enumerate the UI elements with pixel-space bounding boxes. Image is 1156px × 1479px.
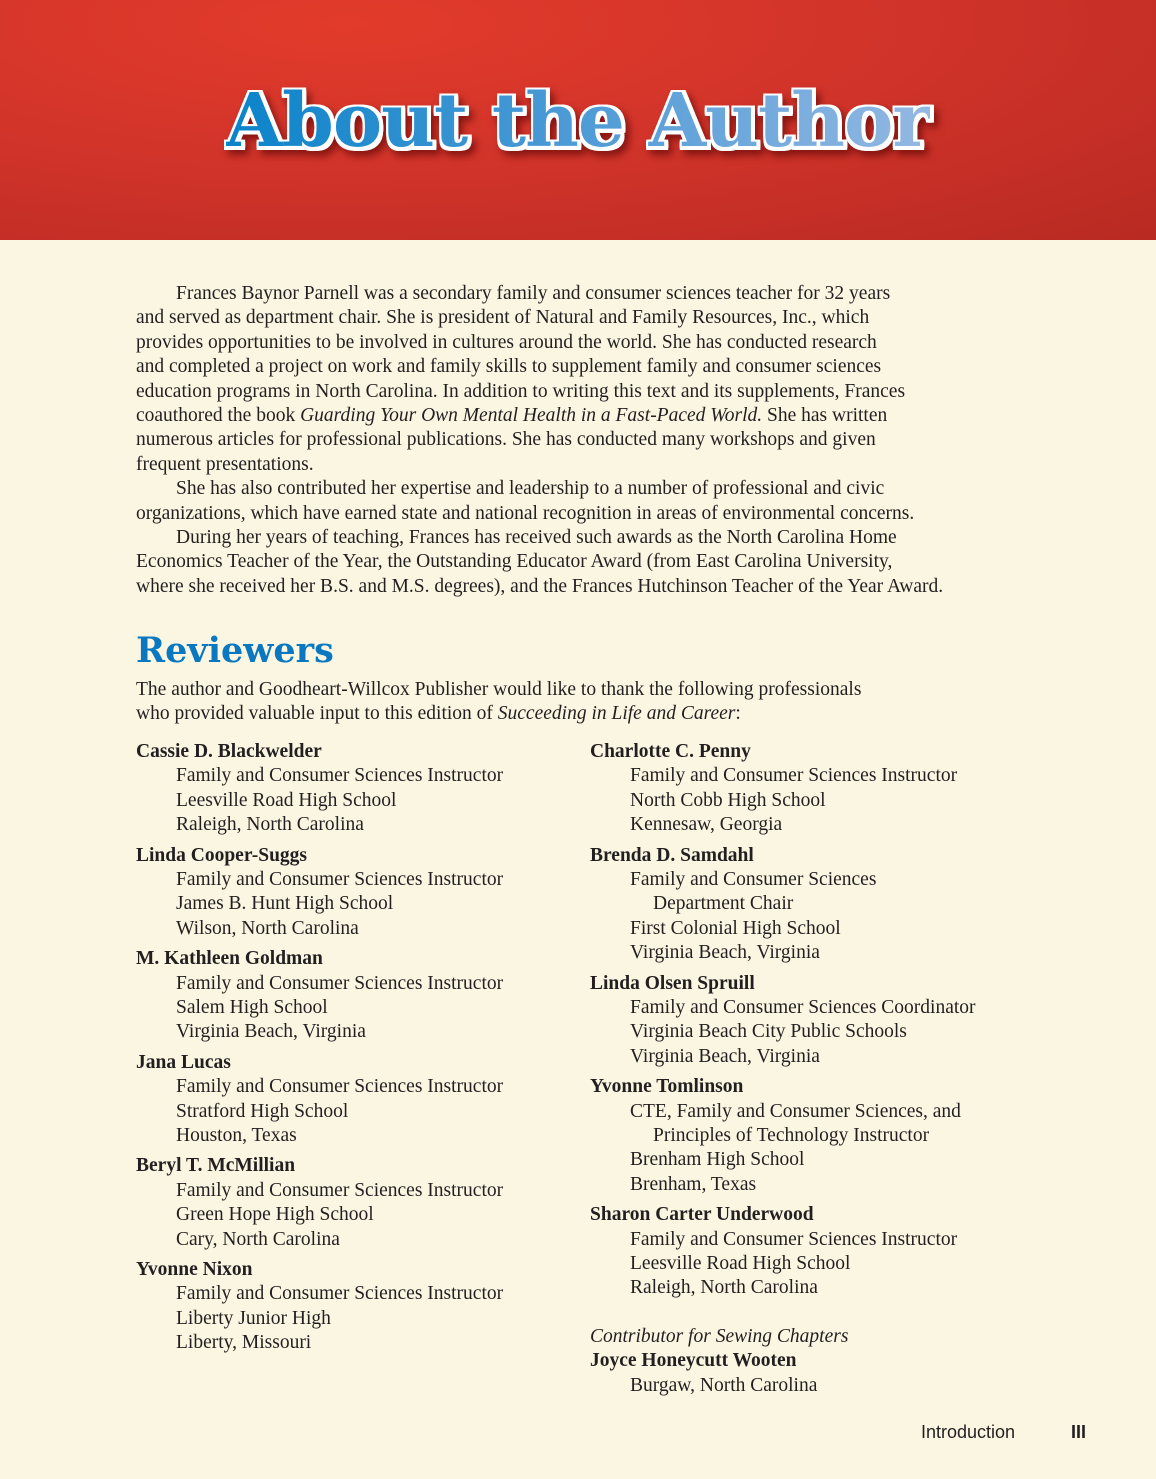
bio-line <box>136 355 881 379</box>
text-span: : <box>735 703 741 725</box>
bio-line <box>136 502 914 526</box>
reviewer-detail: Family and Consumer Sciences Coordinator <box>630 997 976 1018</box>
reviewer-detail: First Colonial High School <box>630 917 841 939</box>
text-span: frequent presentations. <box>136 453 314 475</box>
reviewer-name: Sharon Carter Underwood <box>590 1204 814 1226</box>
text-span: Economics Teacher of the Year, the Outstanding Educator Award (from East Carolina University, <box>136 551 893 573</box>
contributor-label: Contributor for Sewing Chapters <box>590 1325 849 1347</box>
reviewer-detail: Virginia Beach, Virginia <box>630 1045 820 1067</box>
bio-line <box>136 331 877 355</box>
reviewers-intro-line <box>136 678 861 702</box>
reviewer-name: Charlotte C. Penny <box>590 741 751 762</box>
reviewer-detail: Cary, North Carolina <box>176 1228 340 1250</box>
reviewer-detail: Brenham, Texas <box>630 1173 757 1195</box>
reviewer-detail: Family and Consumer Sciences Instructor <box>176 972 504 994</box>
reviewer-detail: Leesville Road High School <box>630 1253 851 1274</box>
reviewer-detail: Family and Consumer Sciences Instructor <box>176 1283 504 1305</box>
reviewer-name: Brenda D. Samdahl <box>590 844 754 866</box>
reviewer-detail: Family and Consumer Sciences <box>630 869 877 890</box>
reviewer-detail: CTE, Family and Consumer Sciences, and <box>630 1100 961 1122</box>
text-span: where she received her B.S. and M.S. degrees), and the Frances Hutchinson Teacher of the Year Award. <box>136 575 944 597</box>
reviewer-detail: James B. Hunt High School <box>176 893 394 915</box>
reviewer-detail: Family and Consumer Sciences Instructor <box>176 869 504 890</box>
contributor-detail: Burgaw, North Carolina <box>630 1374 818 1396</box>
page-title: About the Author <box>225 78 931 164</box>
bio-line <box>176 526 897 550</box>
text-span: who provided valuable input to this edition of <box>136 703 498 725</box>
reviewers-intro-line <box>136 702 741 726</box>
text-span: She has written <box>762 405 888 426</box>
reviewer-detail: Wilson, North Carolina <box>176 917 359 939</box>
text-span: She has also contributed her expertise and leadership to a number of professional and civic <box>176 478 885 500</box>
text-span: numerous articles for professional publications. She has conducted many workshops and given <box>136 429 876 451</box>
reviewer-detail: Liberty, Missouri <box>176 1332 312 1354</box>
page-title-wrap <box>0 78 1156 164</box>
reviewer-detail: Family and Consumer Sciences Instructor <box>176 765 504 787</box>
reviewer-detail: North Cobb High School <box>630 789 826 811</box>
reviewer-name: M. Kathleen Goldman <box>136 948 323 970</box>
text-span: and completed a project on work and family skills to supplement family and consumer sciences <box>136 356 882 378</box>
bio-line <box>136 550 892 574</box>
reviewer-name: Jana Lucas <box>136 1051 231 1073</box>
reviewer-name: Yvonne Tomlinson <box>590 1076 744 1098</box>
reviewer-detail: Virginia Beach, Virginia <box>176 1021 366 1043</box>
bio-line <box>176 282 890 306</box>
bio-line <box>176 477 884 501</box>
footer-section: Introduction <box>921 1422 1016 1442</box>
bio-line <box>136 453 314 477</box>
reviewer-detail: Principles of Technology Instructor <box>653 1125 930 1146</box>
reviewer-detail: Liberty Junior High <box>176 1307 331 1329</box>
text-span: Frances Baynor Parnell was a secondary family and consumer sciences teacher for 32 years <box>176 283 891 304</box>
reviewer-detail: Virginia Beach City Public Schools <box>630 1021 907 1043</box>
italic-title: Guarding Your Own Mental Health in a Fast-Paced World. <box>300 405 763 426</box>
reviewer-detail: Houston, Texas <box>176 1125 297 1146</box>
text-span: organizations, which have earned state and national recognition in areas of environmental concerns. <box>136 502 915 524</box>
reviewer-name: Linda Cooper-Suggs <box>136 844 308 866</box>
bio-line <box>136 575 943 599</box>
text-span: coauthored the book <box>136 405 301 426</box>
reviewer-name: Yvonne Nixon <box>136 1259 253 1280</box>
bio-line <box>136 428 876 452</box>
reviewer-detail: Leesville Road High School <box>176 789 397 811</box>
reviewer-detail: Raleigh, North Carolina <box>630 1277 818 1299</box>
page-number: III <box>1071 1422 1087 1442</box>
bio-line <box>136 306 869 330</box>
reviewer-detail: Department Chair <box>653 893 794 915</box>
text-span: and served as department chair. She is president of Natural and Family Resources, Inc., which <box>136 307 870 329</box>
reviewer-detail: Family and Consumer Sciences Instructor <box>630 1228 958 1250</box>
italic-title: Succeeding in Life and Career <box>497 703 736 725</box>
reviewers-heading: Reviewers <box>136 630 334 671</box>
reviewer-detail: Family and Consumer Sciences Instructor <box>176 1076 504 1098</box>
reviewer-detail: Family and Consumer Sciences Instructor <box>176 1179 504 1201</box>
text-span: During her years of teaching, Frances has received such awards as the North Carolina Home <box>176 527 897 548</box>
reviewer-detail: Family and Consumer Sciences Instructor <box>630 765 958 787</box>
reviewer-detail: Virginia Beach, Virginia <box>630 942 820 964</box>
reviewer-detail: Kennesaw, Georgia <box>630 814 783 836</box>
text-span: provides opportunities to be involved in cultures around the world. She has conducted research <box>136 331 877 353</box>
reviewer-detail: Brenham High School <box>630 1149 805 1171</box>
reviewer-detail: Stratford High School <box>176 1100 349 1122</box>
reviewer-name: Linda Olsen Spruill <box>590 972 755 994</box>
reviewer-detail: Raleigh, North Carolina <box>176 814 364 836</box>
contributor-name: Joyce Honeycutt Wooten <box>590 1350 797 1372</box>
reviewer-detail: Green Hope High School <box>176 1204 374 1226</box>
bio-line <box>136 380 905 404</box>
reviewer-detail: Salem High School <box>176 997 328 1018</box>
text-span: The author and Goodheart-Willcox Publisher would like to thank the following professionals <box>136 679 862 700</box>
reviewer-name: Beryl T. McMillian <box>136 1155 296 1177</box>
text-span: education programs in North Carolina. In addition to writing this text and its supplements, Frances <box>136 380 906 402</box>
bio-line <box>136 404 887 428</box>
reviewer-name: Cassie D. Blackwelder <box>136 741 322 762</box>
